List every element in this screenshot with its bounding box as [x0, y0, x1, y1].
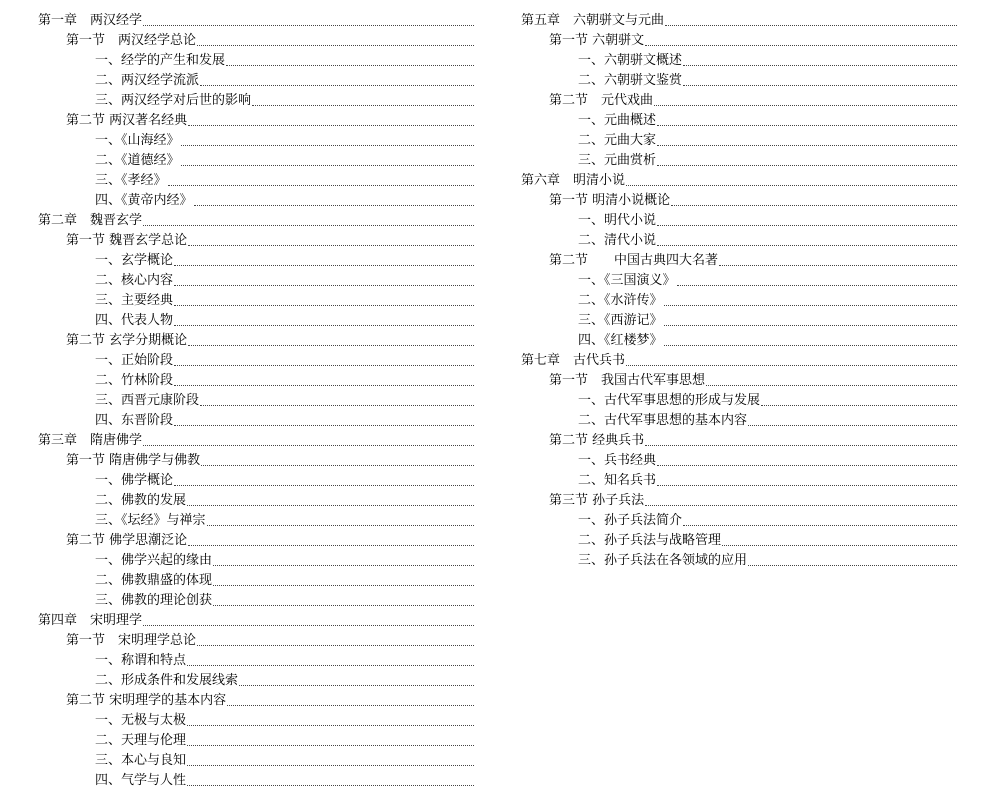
toc-entry-text: 二、天理与伦理: [95, 733, 187, 748]
toc-entry-text: 一、《山海经》: [95, 133, 180, 148]
dot-leader: [657, 485, 957, 486]
toc-section[interactable]: [38, 230, 474, 250]
dot-leader: [194, 205, 474, 206]
dot-leader: [748, 565, 957, 566]
toc-entry-text: 第五章 六朝骈文与元曲: [521, 13, 665, 28]
dot-leader: [174, 485, 474, 486]
dot-leader: [174, 365, 474, 366]
dot-leader: [645, 505, 957, 506]
toc-subsection[interactable]: [38, 770, 474, 790]
toc-entry-text: 第二节 佛学思潮泛论: [66, 533, 188, 548]
toc-chapter[interactable]: [38, 430, 474, 450]
dot-leader: [657, 125, 957, 126]
toc-chapter[interactable]: [521, 170, 957, 190]
toc-entry-text: 四、代表人物: [95, 313, 174, 328]
dot-leader: [174, 305, 474, 306]
dot-leader: [187, 665, 474, 666]
dot-leader: [665, 25, 957, 26]
toc-subsection[interactable]: [38, 150, 474, 170]
toc-entry-text: 第二节 宋明理学的基本内容: [66, 693, 227, 708]
dot-leader: [213, 585, 474, 586]
toc-entry-text: 第一节 隋唐佛学与佛教: [66, 453, 201, 468]
dot-leader: [143, 445, 474, 446]
toc-entry-text: 二、佛教鼎盛的体现: [95, 573, 213, 588]
dot-leader: [187, 765, 474, 766]
dot-leader: [174, 385, 474, 386]
dot-leader: [200, 405, 474, 406]
dot-leader: [188, 345, 474, 346]
toc-subsection[interactable]: [521, 130, 957, 150]
toc-entry-text: 一、古代军事思想的形成与发展: [578, 393, 761, 408]
toc-entry-text: 第一节 六朝骈文: [549, 33, 645, 48]
toc-section[interactable]: [38, 110, 474, 130]
toc-subsection[interactable]: [38, 730, 474, 750]
toc-section[interactable]: [521, 430, 957, 450]
dot-leader: [187, 505, 474, 506]
toc-entry-text: 第一节 两汉经学总论: [66, 33, 197, 48]
dot-leader: [168, 185, 474, 186]
toc-subsection[interactable]: [38, 270, 474, 290]
toc-entry-text: 二、竹林阶段: [95, 373, 174, 388]
toc-subsection[interactable]: [38, 90, 474, 110]
toc-subsection[interactable]: [38, 650, 474, 670]
dot-leader: [657, 245, 957, 246]
toc-entry-text: 第三章 隋唐佛学: [38, 433, 143, 448]
toc-entry-text: 三、佛教的理论创获: [95, 593, 213, 608]
toc-subsection[interactable]: [38, 290, 474, 310]
toc-entry-text: 四、《红楼梦》: [578, 333, 663, 348]
toc-subsection[interactable]: [38, 370, 474, 390]
dot-leader: [174, 285, 474, 286]
toc-subsection[interactable]: [521, 270, 957, 290]
toc-section[interactable]: [521, 30, 957, 50]
toc-subsection[interactable]: [38, 350, 474, 370]
toc-subsection[interactable]: [38, 570, 474, 590]
toc-entry-text: 二、古代军事思想的基本内容: [578, 413, 748, 428]
dot-leader: [626, 365, 957, 366]
toc-subsection[interactable]: [521, 530, 957, 550]
toc-entry-text: 二、孙子兵法与战略管理: [578, 533, 722, 548]
toc-entry-text: 一、无极与太极: [95, 713, 187, 728]
toc-entry-text: 第一节 明清小说概论: [549, 193, 671, 208]
toc-entry-text: 二、两汉经学流派: [95, 73, 200, 88]
toc-entry-text: 第六章 明清小说: [521, 173, 626, 188]
toc-entry-text: 二、核心内容: [95, 273, 174, 288]
dot-leader: [188, 245, 474, 246]
dot-leader: [626, 185, 957, 186]
toc-entry-text: 一、明代小说: [578, 213, 657, 228]
dot-leader: [748, 425, 957, 426]
toc-subsection[interactable]: [38, 410, 474, 430]
toc-entry-text: 第二节 玄学分期概论: [66, 333, 188, 348]
dot-leader: [213, 605, 474, 606]
toc-entry-text: 第二节 两汉著名经典: [66, 113, 188, 128]
dot-leader: [201, 465, 474, 466]
toc-entry-text: 二、六朝骈文鉴赏: [578, 73, 683, 88]
dot-leader: [683, 525, 957, 526]
toc-subsection[interactable]: [38, 510, 474, 530]
toc-entry-text: 一、孙子兵法简介: [578, 513, 683, 528]
toc-section[interactable]: [521, 90, 957, 110]
toc-entry-text: 三、主要经典: [95, 293, 174, 308]
dot-leader: [657, 165, 957, 166]
toc-subsection[interactable]: [521, 230, 957, 250]
toc-entry-text: 第二节 中国古典四大名著: [549, 253, 719, 268]
toc-entry-text: 三、元曲赏析: [578, 153, 657, 168]
toc-subsection[interactable]: [521, 210, 957, 230]
toc-section[interactable]: [521, 190, 957, 210]
toc-chapter[interactable]: [38, 610, 474, 630]
toc-entry-text: 第四章 宋明理学: [38, 613, 143, 628]
dot-leader: [654, 105, 957, 106]
toc-entry-text: 四、《黄帝内经》: [95, 193, 193, 208]
toc-subsection[interactable]: [521, 110, 957, 130]
toc-entry-text: 四、气学与人性: [95, 773, 187, 788]
toc-entry-text: 四、东晋阶段: [95, 413, 174, 428]
toc-section[interactable]: [521, 490, 957, 510]
toc-subsection[interactable]: [38, 310, 474, 330]
toc-entry-text: 第七章 古代兵书: [521, 353, 626, 368]
toc-subsection[interactable]: [38, 670, 474, 690]
toc-entry-text: 第一节 我国古代军事思想: [549, 373, 706, 388]
dot-leader: [657, 465, 957, 466]
toc-subsection[interactable]: [38, 170, 474, 190]
dot-leader: [683, 65, 957, 66]
toc-subsection[interactable]: [38, 710, 474, 730]
dot-leader: [197, 45, 474, 46]
toc-entry-text: 二、知名兵书: [578, 473, 657, 488]
toc-subsection[interactable]: [38, 190, 474, 210]
dot-leader: [645, 45, 957, 46]
toc-subsection[interactable]: [38, 750, 474, 770]
toc-column-right: [521, 10, 957, 570]
dot-leader: [197, 645, 474, 646]
toc-entry-text: 第二节 经典兵书: [549, 433, 645, 448]
toc-entry-text: 第一节 魏晋玄学总论: [66, 233, 188, 248]
toc-entry-text: 三、孙子兵法在各领域的应用: [578, 553, 748, 568]
toc-subsection[interactable]: [38, 550, 474, 570]
toc-entry-text: 二、《水浒传》: [578, 293, 663, 308]
dot-leader: [207, 525, 474, 526]
dot-leader: [664, 345, 957, 346]
dot-leader: [761, 405, 957, 406]
toc-subsection[interactable]: [521, 550, 957, 570]
dot-leader: [213, 565, 474, 566]
dot-leader: [143, 225, 474, 226]
dot-leader: [174, 325, 474, 326]
dot-leader: [181, 145, 474, 146]
dot-leader: [143, 25, 474, 26]
dot-leader: [239, 685, 474, 686]
toc-section[interactable]: [38, 630, 474, 650]
toc-entry-text: 第一章 两汉经学: [38, 13, 143, 28]
toc-entry-text: 三、本心与良知: [95, 753, 187, 768]
toc-subsection[interactable]: [521, 150, 957, 170]
toc-column-left: [38, 10, 474, 790]
dot-leader: [226, 65, 474, 66]
toc-entry-text: 一、称谓和特点: [95, 653, 187, 668]
dot-leader: [174, 425, 474, 426]
dot-leader: [188, 125, 474, 126]
toc-entry-text: 三、《西游记》: [578, 313, 663, 328]
toc-section[interactable]: [38, 30, 474, 50]
toc-entry-text: 二、清代小说: [578, 233, 657, 248]
toc-entry-text: 二、《道德经》: [95, 153, 180, 168]
dot-leader: [187, 745, 474, 746]
dot-leader: [252, 105, 474, 106]
toc-entry-text: 二、形成条件和发展线索: [95, 673, 239, 688]
toc-entry-text: 一、正始阶段: [95, 353, 174, 368]
toc-subsection[interactable]: [38, 130, 474, 150]
toc-chapter[interactable]: [521, 350, 957, 370]
toc-subsection[interactable]: [38, 590, 474, 610]
toc-entry-text: 第一节 宋明理学总论: [66, 633, 197, 648]
toc-subsection[interactable]: [521, 330, 957, 350]
dot-leader: [664, 325, 957, 326]
toc-entry-text: 一、佛学兴起的缘由: [95, 553, 213, 568]
dot-leader: [677, 285, 957, 286]
toc-subsection[interactable]: [521, 50, 957, 70]
toc-subsection[interactable]: [521, 290, 957, 310]
toc-entry-text: 一、玄学概论: [95, 253, 174, 268]
toc-entry-text: 三、《孝经》: [95, 173, 167, 188]
toc-section[interactable]: [38, 530, 474, 550]
toc-subsection[interactable]: [38, 50, 474, 70]
toc-entry-text: 三、西晋元康阶段: [95, 393, 200, 408]
toc-chapter[interactable]: [521, 10, 957, 30]
dot-leader: [664, 305, 957, 306]
toc-section[interactable]: [38, 330, 474, 350]
toc-entry-text: 一、兵书经典: [578, 453, 657, 468]
toc-entry-text: 第二章 魏晋玄学: [38, 213, 143, 228]
toc-subsection[interactable]: [521, 510, 957, 530]
toc-entry-text: 第二节 元代戏曲: [549, 93, 654, 108]
dot-leader: [187, 725, 474, 726]
toc-section[interactable]: [521, 250, 957, 270]
toc-entry-text: 二、佛教的发展: [95, 493, 187, 508]
dot-leader: [227, 705, 474, 706]
dot-leader: [200, 85, 474, 86]
toc-section[interactable]: [38, 690, 474, 710]
toc-subsection[interactable]: [521, 410, 957, 430]
toc-entry-text: 一、佛学概论: [95, 473, 174, 488]
toc-subsection[interactable]: [38, 70, 474, 90]
toc-entry-text: 一、经学的产生和发展: [95, 53, 226, 68]
toc-entry-text: 三、《坛经》与禅宗: [95, 513, 206, 528]
toc-entry-text: 二、元曲大家: [578, 133, 657, 148]
toc-entry-text: 三、两汉经学对后世的影响: [95, 93, 252, 108]
toc-subsection[interactable]: [38, 390, 474, 410]
toc-subsection[interactable]: [38, 470, 474, 490]
toc-subsection[interactable]: [38, 490, 474, 510]
dot-leader: [671, 205, 957, 206]
toc-chapter[interactable]: [38, 10, 474, 30]
toc-entry-text: 一、《三国演义》: [578, 273, 676, 288]
toc-subsection[interactable]: [521, 390, 957, 410]
toc-entry-text: 一、元曲概述: [578, 113, 657, 128]
toc-subsection[interactable]: [38, 250, 474, 270]
toc-entry-text: 第三节 孙子兵法: [549, 493, 645, 508]
toc-chapter[interactable]: [38, 210, 474, 230]
dot-leader: [657, 145, 957, 146]
dot-leader: [706, 385, 957, 386]
dot-leader: [657, 225, 957, 226]
toc-section[interactable]: [521, 370, 957, 390]
toc-subsection[interactable]: [521, 450, 957, 470]
dot-leader: [174, 265, 474, 266]
toc-subsection[interactable]: [521, 70, 957, 90]
toc-subsection[interactable]: [521, 470, 957, 490]
dot-leader: [719, 265, 957, 266]
dot-leader: [722, 545, 957, 546]
dot-leader: [181, 165, 474, 166]
dot-leader: [143, 625, 474, 626]
dot-leader: [683, 85, 957, 86]
toc-section[interactable]: [38, 450, 474, 470]
dot-leader: [188, 545, 474, 546]
dot-leader: [187, 785, 474, 786]
dot-leader: [645, 445, 957, 446]
toc-subsection[interactable]: [521, 310, 957, 330]
toc-entry-text: 一、六朝骈文概述: [578, 53, 683, 68]
